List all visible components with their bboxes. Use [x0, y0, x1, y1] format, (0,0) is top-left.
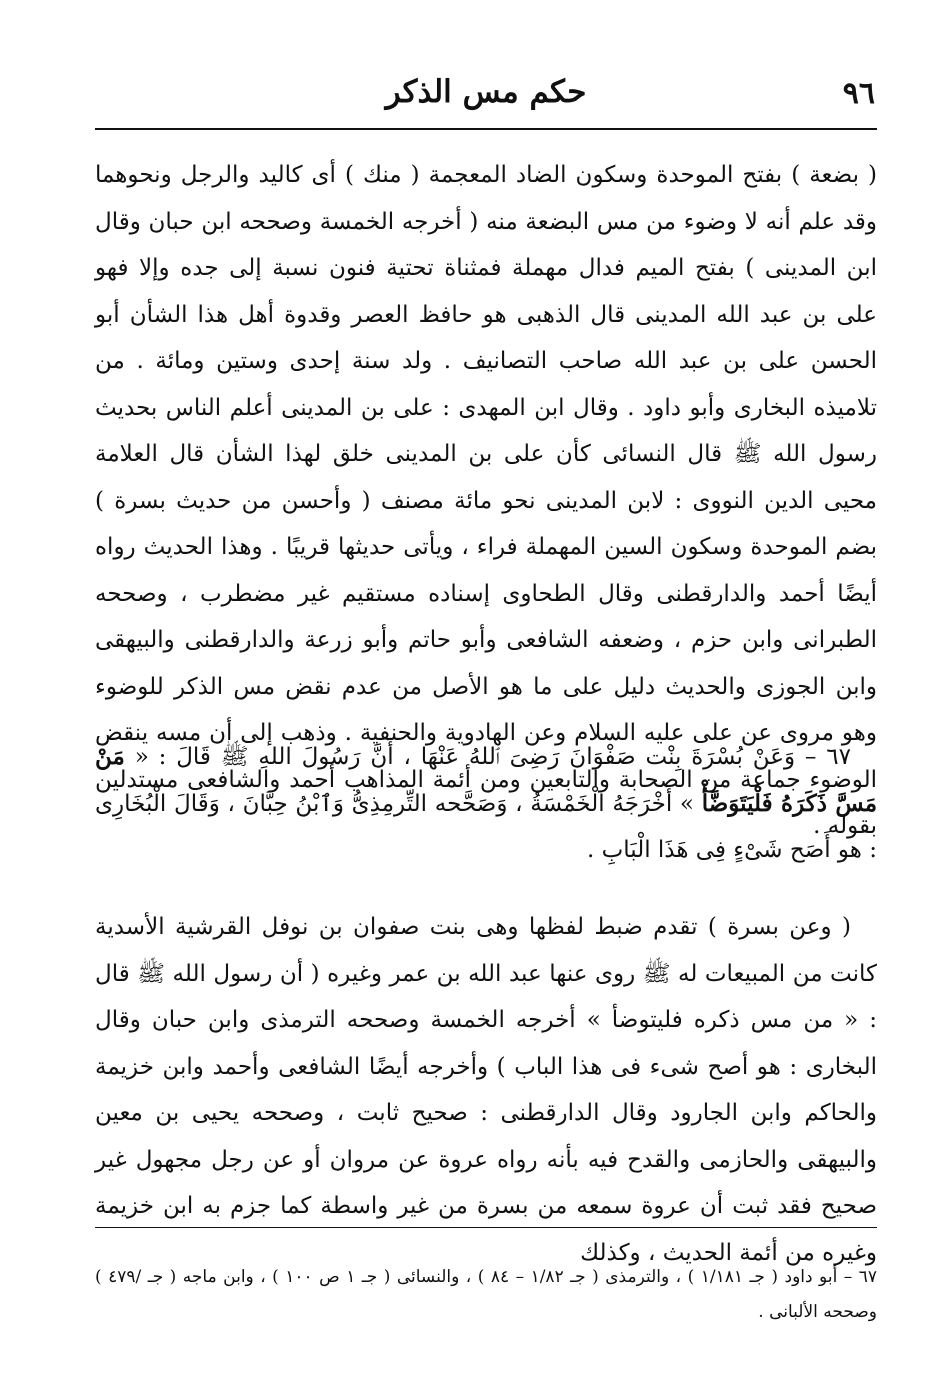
commentary-paragraph-2: ( وعن بسرة ) تقدم ضبط لفظها وهى بنت صفوان بن نوفل القرشية الأسدية كانت من المبيعات له ﷺ روى عنها عبد الله بن عمر وغيره ( أن رسول الله ﷺ قال : « من مس ذكره فليتوضأ » أخرجه الخمسة وصححه الترمذى وابن حبان وقال البخارى : هو أصح شىء فى هذا الباب ) وأخرجه أيضًا الشافعى وأحمد وابن خزيمة والحاكم وابن الجارود وقال الدارقطنى : صحيح ثابت ، وصححه يحيى بن معين والبيهقى والحازمى والقدح فيه بأنه رواه عروة عن مروان أو عن رجل مجهول غير صحيح فقد ثبت أن عروة سمعه من بسرة من غير واسطة كما جزم به ابن خزيمة وغيره من أئمة الحديث ، وكذلك: [95, 914, 877, 1266]
commentary-paragraph-1: ( بضعة ) بفتح الموحدة وسكون الضاد المعجمة ( منك ) أى كاليد والرجل ونحوهما وقد علم أنه لا وضوء من مس البضعة منه ( أخرجه الخمسة وصححه ابن حبان وقال ابن المدينى ) بفتح الميم فدال مهملة فمثناة تحتية فنون نسبة إلى جده وإلا فهو على بن عبد الله المدينى قال الذهبى هو حافظ العصر وقدوة أهل هذا الشأن أبو الحسن على بن عبد الله صاحب التصانيف . ولد سنة إحدى وستين ومائة . من تلاميذه البخارى وأبو داود . وقال ابن المهدى : على بن المدينى أعلم الناس بحديث رسول الله ﷺ قال النسائى كأن على بن المدينى خلق لهذا الشأن قال العلامة محيى الدين النووى : لابن المدينى نحو مائة مصنف ( وأحسن من حديث بسرة ) بضم الموحدة وسكون السين المهملة فراء ، ويأتى حديثها قريبًا . وهذا الحديث رواه أيضًا أحمد والدارقطنى وقال الطحاوى إسناده مستقيم غير مضطرب ، وصححه الطبرانى وابن حزم ، وضعفه الشافعى وأبو حاتم وأبو زرعة والدارقطنى والبيهقى وابن الجوزى والحديث دليل على ما هو الأصل من عدم نقض مس الذكر للوضوء وهو مروى عن على عليه السلام وعن الهادوية والحنفية . وذهب إلى أن مسه ينقض الوضوء جماعة من الصحابة والتابعين ومن أئمة المذاهب أحمد والشافعى مستدلين بقوله .: [95, 162, 877, 839]
footnote: ٦٧ – أبو داود ( جـ ١/١٨١ ) ، والترمذى ( جـ ١/٨٢ – ٨٤ ) ، والنسائى ( جـ ١ ص ١٠٠ ) ، وابن ماجه ( جـ /٤٧٩ ) وصححه الألبانى .: [95, 1267, 877, 1322]
hadith-matn: مَنْ مَسَّ ذَكَرَهُ فَلْيَتَوَضَّأْ: [95, 743, 878, 817]
hadith-takhrij: » أَخْرَجَهُ الْخَمْسَةُ ، وَصَحَّحه التِّرمِذِىُّ وَٱبْنُ حِبَّانَ ، وَقَالَ الْبُخَارِى : هو أَصَح شَىْءٍ فِى هَذَا الْبَابِ .: [95, 790, 877, 863]
hadith-intro: ٦٧ – وَعَنْ بُسْرَةَ بِنْت صَفْوَانَ رَضِىَ ٱللهُ عَنْهَا ، أَنَّ رَسُولَ اللهِ ﷺ قَالَ : «: [134, 744, 851, 770]
footnote-rule: [95, 1227, 877, 1228]
header-rule: [95, 128, 877, 130]
hadith-paragraph: [95, 734, 877, 874]
page-number: ٩٦: [842, 76, 875, 111]
page-header: [95, 72, 877, 122]
running-title: حكم مس الذكر: [385, 74, 587, 110]
